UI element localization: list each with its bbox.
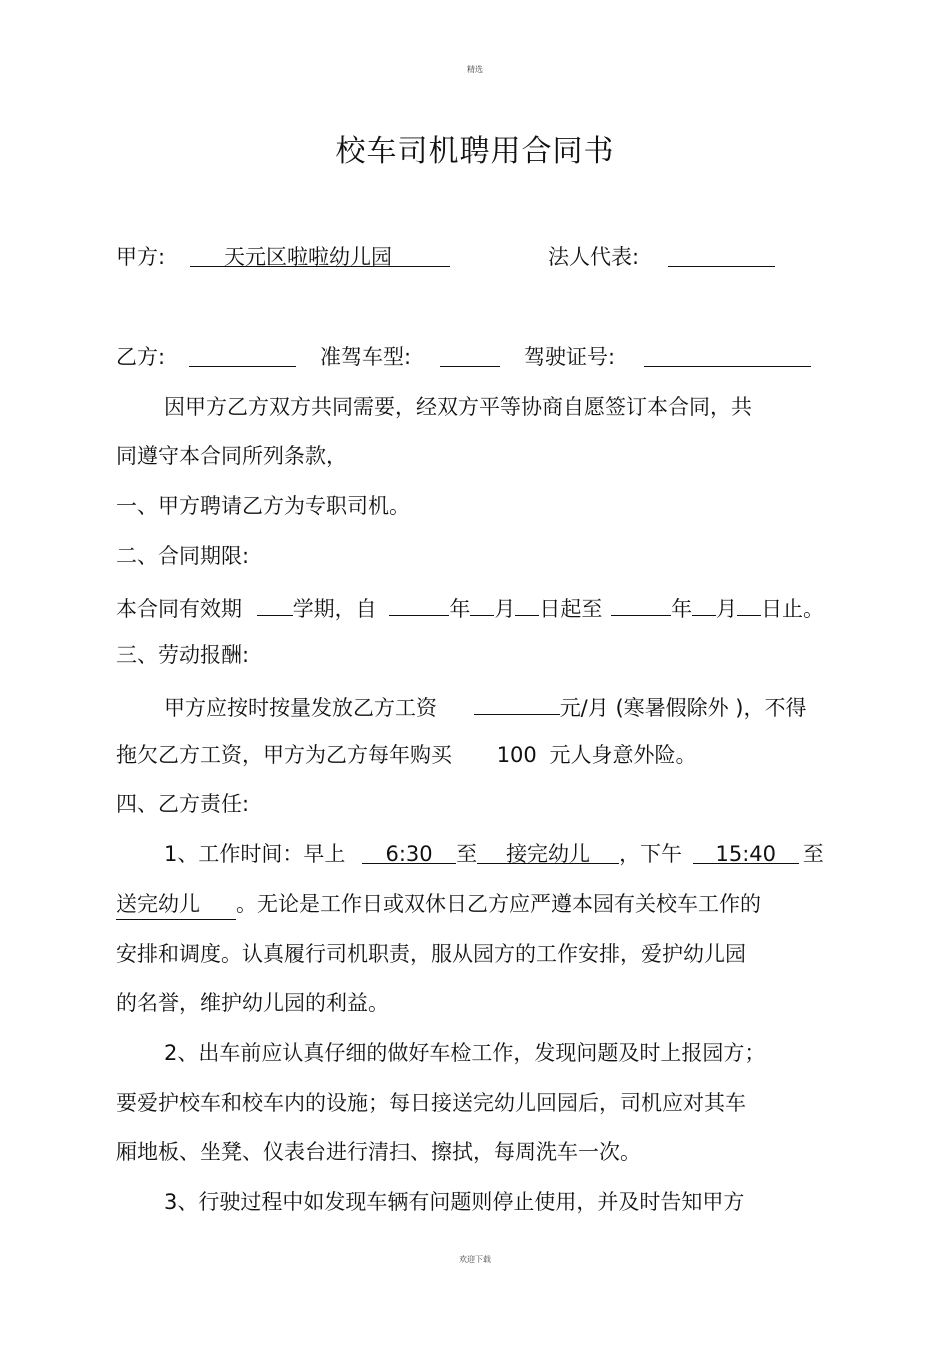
header-watermark: 精选 [467,65,483,74]
work-hours-line [164,839,824,869]
clause-3-heading: 三、劳动报酬: [116,643,250,667]
intro-line-1: 因甲方乙方双方共同需要，经双方平等协商自愿签订本合同，共 [164,395,752,419]
party-a-line [116,242,165,272]
afternoon-end: 送完幼儿 [116,892,200,916]
party-a-name-field [190,242,450,272]
work-hours-line-2 [116,889,761,919]
afternoon-label: ，下午 [619,842,683,866]
intro-line-2: 同遵守本合同所列条款， [116,444,347,468]
end-day-blank [737,591,761,616]
salary-line-2 [116,740,696,770]
start-day-blank [515,591,539,616]
clause-4-heading: 四、乙方责任: [116,792,250,816]
license-no-blank [644,342,811,372]
term-semester: 学期，自 [292,597,377,621]
salary-text-b: 元/月 (寒暑假除外 )，不得 [559,696,807,720]
footer-watermark: 欢迎下载 [459,1255,491,1264]
end-year-blank [611,591,671,616]
item-3-line-1: 3、行驶过程中如发现车辆有问题则停止使用，并及时告知甲方 [164,1190,745,1214]
contract-term-line [116,591,824,621]
license-type-label: 准驾车型: [320,345,412,369]
afternoon-start-time: 15:40 [715,842,777,866]
party-a-name: 天元区啦啦幼儿园 [224,245,392,269]
end-month-label: 月 [716,597,738,621]
morning-end: 接完幼儿 [506,842,591,866]
to-word-2: 至 [802,842,824,866]
clause-2-heading: 二、合同期限: [116,544,250,568]
term-to: 日止。 [761,597,825,621]
document-title: 校车司机聘用合同书 [335,134,615,169]
legal-rep-label: 法人代表: [548,245,640,269]
salary-blank [474,690,560,715]
salary-text-d: 元人身意外险。 [549,743,697,767]
work-hours-prefix: 1、工作时间：早上 [164,842,346,866]
party-b-name-blank [189,342,296,372]
to-word-1: 至 [456,842,478,866]
item-2-line-2: 要爱护校车和校车内的设施；每日接送完幼儿回园后，司机应对其车 [116,1091,746,1115]
duty-text-1: 。无论是工作日或双休日乙方应严遵本园有关校车工作的 [236,892,761,916]
license-type-blank [440,342,500,372]
duty-line-3: 安排和调度。认真履行司机职责，服从园方的工作安排，爱护幼儿园 [116,942,746,966]
term-prefix: 本合同有效期 [116,597,242,621]
salary-text-a: 甲方应按时按量发放乙方工资 [164,696,437,720]
start-month-label: 月 [494,597,516,621]
start-year-label: 年 [449,597,471,621]
salary-line-1 [164,690,807,720]
clause-1: 一、甲方聘请乙方为专职司机。 [116,494,410,518]
start-month-blank [470,591,494,616]
item-2-line-1: 2、出车前应认真仔细的做好车检工作，发现问题及时上报园方； [164,1041,766,1065]
party-b-label: 乙方: [116,345,166,369]
semester-blank [257,591,293,616]
morning-start-time: 6:30 [385,842,433,866]
salary-text-c: 拖欠乙方工资，甲方为乙方每年购买 [116,743,452,767]
item-2-line-3: 厢地板、坐凳、仪表台进行清扫、擦拭，每周洗车一次。 [116,1140,641,1164]
duty-line-4: 的名誉，维护幼儿园的利益。 [116,991,389,1015]
end-year-label: 年 [671,597,693,621]
party-a-label: 甲方: [116,245,166,269]
term-from: 日起至 [539,597,603,621]
legal-rep-blank [668,242,775,272]
end-month-blank [692,591,716,616]
license-no-label: 驾驶证号: [524,345,616,369]
insurance-amount: 100 [496,743,537,767]
start-year-blank [389,591,449,616]
